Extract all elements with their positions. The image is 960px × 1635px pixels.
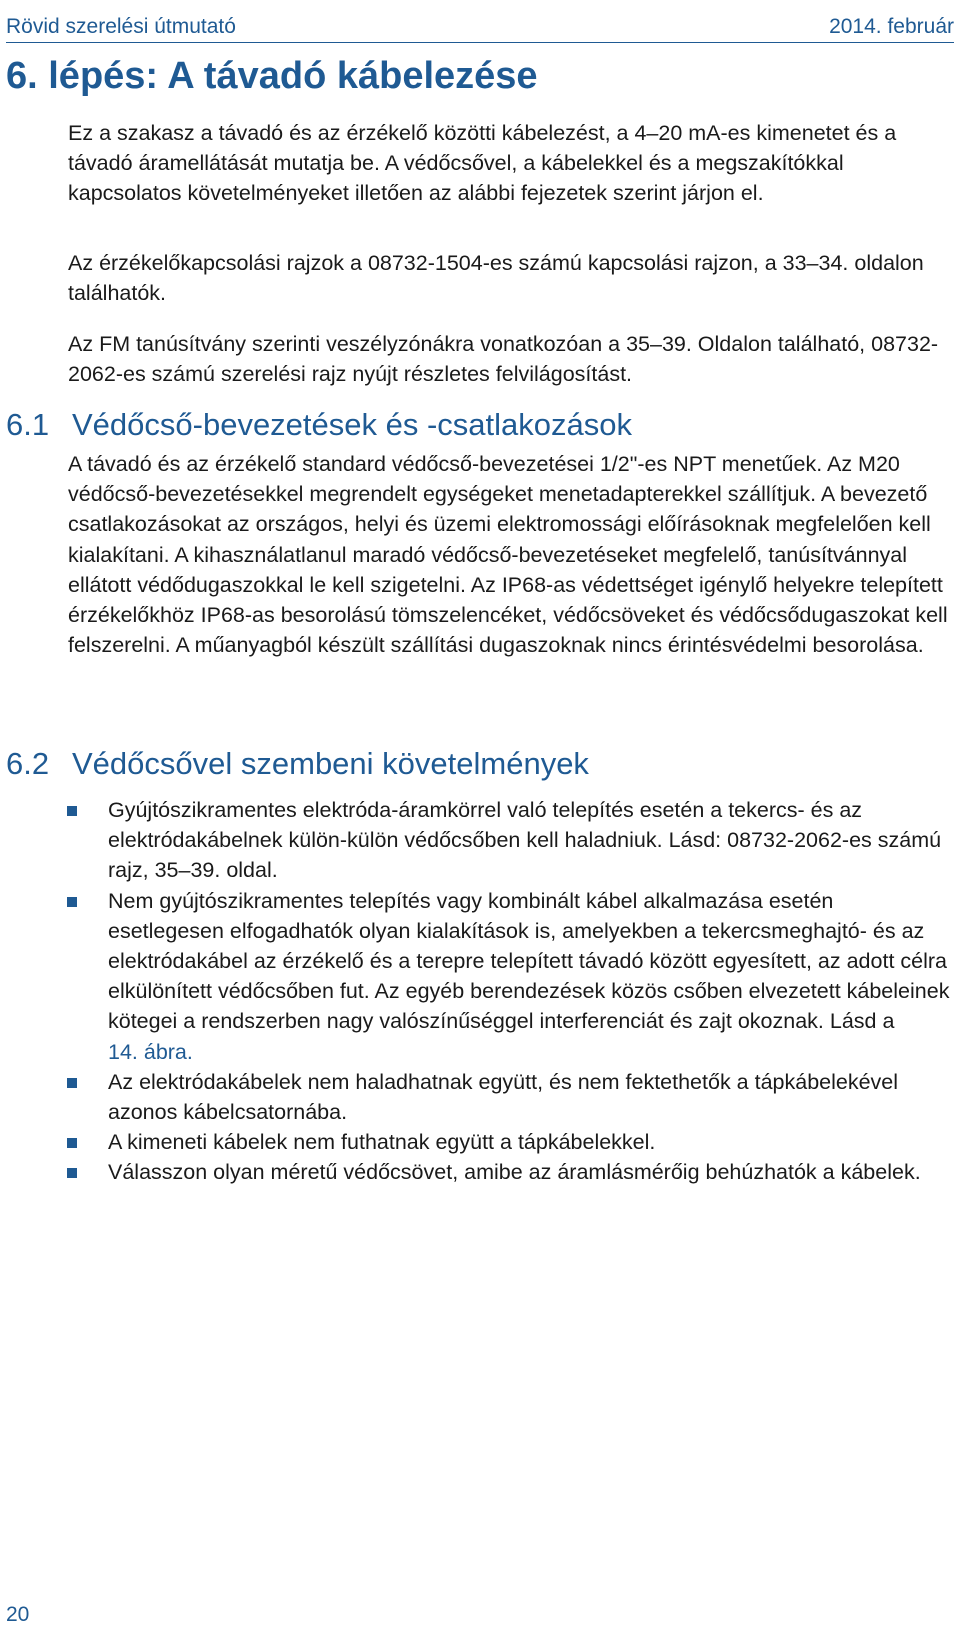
document-title: Rövid szerelési útmutató <box>6 15 236 38</box>
section-heading-6-1 <box>6 405 632 445</box>
list-item <box>60 886 950 1067</box>
bullet-square-icon <box>67 806 77 816</box>
list-item-text: Nem gyújtószikramentes telepítés vagy kombinált kábel alkalmazása esetén esetlegesen elfogadhatók olyan kialakítások is, amelyekben a tekercsmeghajtó- és az elektródakábel az érzékelő és a terepre telepített távadó között egyesített, az adott célra elkülönített védőcsőben fut. Az egyéb berendezések közös csőben elvezetett kábeleinek kötegei a rendszerben nagy valószínűséggel interferenciát és zajt okoznak. Lásd a <box>108 888 950 1034</box>
section-title: Védőcső-bevezetések és -csatlakozások <box>72 407 633 442</box>
document-date: 2014. február <box>829 15 954 38</box>
page-number: 20 <box>6 1603 30 1626</box>
section-heading-6-2 <box>6 744 589 784</box>
requirements-list <box>60 795 950 1188</box>
list-item <box>60 795 950 886</box>
intro-paragraph-2: Az érzékelőkapcsolási rajzok a 08732-1504-es számú kapcsolási rajzon, a 33–34. oldalon találhatók. <box>68 251 924 306</box>
intro-paragraph-1: Ez a szakasz a távadó és az érzékelő közötti kábelezést, a 4–20 mA-es kimenetet és a távadó áramellátását mutatja be. A védőcsővel, a kábelekkel és a megszakítókkal kapcsolatos követelményeket illetően az alábbi fejezetek szerint járjon el. <box>68 121 897 206</box>
step-heading: 6. lépés: A távadó kábelezése <box>6 55 538 97</box>
running-header <box>6 8 954 43</box>
list-item-text: Az elektródakábelek nem haladhatnak együtt, és nem fektethetők a tápkábelekével azonos kábelcsatornába. <box>108 1069 899 1125</box>
list-item <box>60 1067 950 1127</box>
bullet-square-icon <box>67 1078 77 1088</box>
section-number: 6.2 <box>6 746 50 781</box>
figure-link[interactable]: 14. ábra. <box>108 1039 193 1064</box>
intro-paragraph-3: Az FM tanúsítvány szerinti veszélyzónákra vonatkozóan a 35–39. Oldalon található, 08732-2062-es számú szerelési rajz nyújt részletes felvilágosítást. <box>68 332 939 387</box>
section-number: 6.1 <box>6 407 50 442</box>
list-item <box>60 1127 950 1157</box>
bullet-square-icon <box>67 1168 77 1178</box>
list-item <box>60 1157 950 1187</box>
section-title: Védőcsővel szembeni követelmények <box>72 746 589 781</box>
bullet-square-icon <box>67 897 77 907</box>
list-item-text: Válasszon olyan méretű védőcsövet, amibe az áramlásmérőig behúzhatók a kábelek. <box>108 1160 921 1185</box>
list-item-text: A kimeneti kábelek nem futhatnak együtt a tápkábelekkel. <box>108 1130 656 1155</box>
bullet-square-icon <box>67 1138 77 1148</box>
section-6-1-paragraph: A távadó és az érzékelő standard védőcső-bevezetései 1/2"-es NPT menetűek. Az M20 védőcső-bevezetésekkel megrendelt egységeket menetadapterekkel szállítjuk. A bevezető csatlakozásokat az országos, helyi és üzemi elektromossági előírásoknak megfelelően kell kialakítani. A kihasználatlanul maradó védőcső-bevezetéseket megfelelő, tanúsítvánnyal ellátott védődugaszokkal le kell szigetelni. Az IP68-as védettséget igénylő helyekre telepített érzékelőkhöz IP68-as besorolású tömszelencéket, védőcsöveket és védőcsődugaszokat kell felszerelni. A műanyagból készült szállítási dugaszoknak nincs érintésvédelmi besorolása. <box>68 452 948 658</box>
list-item-text: Gyújtószikramentes elektróda-áramkörrel való telepítés esetén a tekercs- és az elektródakábelnek külön-külön védőcsőben kell haladniuk. Lásd: 08732-2062-es számú rajz, 35–39. oldal. <box>108 798 942 883</box>
